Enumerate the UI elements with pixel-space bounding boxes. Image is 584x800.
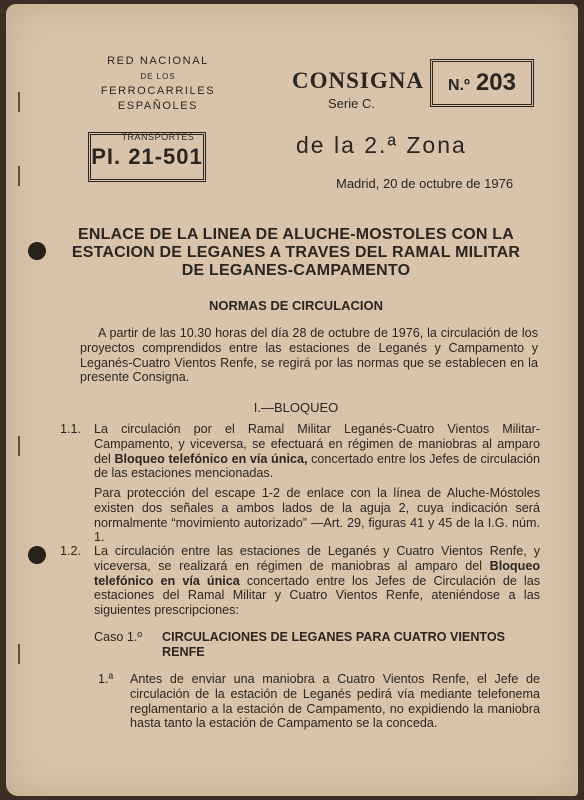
item-1-2-text-a: La circulación entre las estaciones de Leganés y Cuatro Vientos Renfe, y viceversa, se realizará en régimen de maniobras al amparo del	[94, 544, 540, 573]
binder-mark	[18, 436, 20, 456]
item-1-1-text-b: concertado entre los Jefes de circulación de las estaciones mencionadas.	[94, 451, 541, 481]
document-date: Madrid, 20 de octubre de 1976	[336, 176, 514, 191]
item-1-2-bold: Bloqueo telefónico en vía única	[94, 558, 541, 588]
case-title: CIRCULACIONES DE LEGANES PARA CUATRO VIENTOS RENFE	[162, 630, 506, 659]
intro-paragraph: A partir de las 10.30 horas del día 28 de octubre de 1976, la circulación de los proyectos comprendidos entre las estaciones de Leganés y Campamento y Leganés-Cuatro Vientos Renfe, se regirá por las normas que se establecen en la presente Consigna.	[80, 326, 538, 385]
title-line-3: DE LEGANES-CAMPAMENTO	[181, 262, 411, 279]
condition-number-1: 1.ª	[98, 672, 114, 686]
condition-1-text: Antes de enviar una maniobra a Cuatro Vientos Renfe, el Jefe de circulación de la estación de Leganés pedirá vía mediante telefonema reglamentario a la estación de Campamento, no expidiendo la maniobra hasta tanto la estación de Campamento se la conceda.	[130, 672, 540, 731]
binder-hole-bottom	[28, 546, 46, 564]
document-type: CONSIGNA	[292, 68, 424, 93]
number-box	[430, 59, 534, 107]
series-label: Serie C.	[328, 96, 375, 111]
number-label: N.º	[448, 77, 470, 94]
chapter-heading: I.—BLOQUEO	[253, 400, 339, 415]
section-heading: NORMAS DE CIRCULACION	[208, 298, 384, 313]
org-line-4: TRANSPORTES	[121, 132, 195, 142]
document-page	[6, 4, 578, 796]
binder-mark	[18, 166, 20, 186]
title-line-1: ENLACE DE LA LINEA DE ALUCHE-MOSTOLES CON LA	[77, 226, 515, 243]
binder-mark	[18, 92, 20, 112]
document-title	[36, 226, 556, 280]
item-1-2-text-b: concertado entre los Jefes de Circulación de las estaciones del Ramal Militar y Cuatro Vientos Renfe, ateniéndose a las siguientes prescripciones:	[94, 573, 540, 618]
binder-mark	[18, 644, 20, 664]
item-1-1-paragraph-2: Para protección del escape 1-2 de enlace con la línea de Aluche-Móstoles existen dos señales a ambos lados de la aguja 2, cuya indicación será normalmente “movimiento autorizado” —Art. 29, figuras 41 y 45 de la I.G. núm. 1.	[94, 486, 540, 545]
pl-code-box: PI. 21-501	[88, 132, 206, 182]
item-1-1-bold: Bloqueo telefónico en vía única,	[114, 451, 308, 466]
item-1-1-text-a: La circulación por el Ramal Militar Leganés-Cuatro Vientos Militar-Campamento, y viceversa, se efectuará en régimen de maniobras al amparo del	[94, 422, 540, 466]
item-1-2-text	[94, 544, 540, 618]
number-value: 203	[475, 69, 516, 96]
org-line-2: DE LOS	[140, 72, 176, 81]
case-label: Caso 1.º	[94, 630, 143, 644]
item-1-1-text	[94, 422, 540, 481]
zone-label: de la 2.ª Zona	[296, 132, 467, 158]
item-number-1-1: 1.1.	[60, 422, 82, 436]
org-line-3: FERROCARRILES ESPAÑOLES	[100, 85, 216, 112]
title-line-2: ESTACION DE LEGANES A TRAVES DEL RAMAL MILITAR	[71, 244, 521, 261]
org-line-1: RED NACIONAL	[107, 55, 209, 67]
item-number-1-2: 1.2.	[60, 544, 82, 558]
